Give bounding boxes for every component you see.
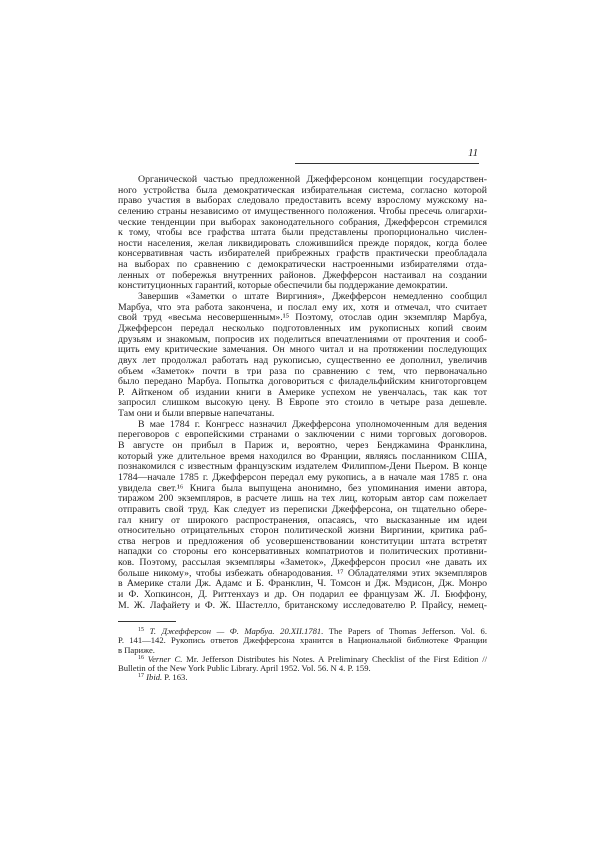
paragraph-line: больше никому», чтобы избежать обнародования. ¹⁷ Обладателями этих экземпляров bbox=[118, 567, 487, 579]
footnote-rule bbox=[118, 621, 176, 622]
footnote-author: Ibid. bbox=[146, 672, 163, 683]
paragraph-line: в Америке стали Дж. Адамс и Б. Франклин, Ч. Томсон и Дж. Мэдисон, Дж. Монро bbox=[118, 578, 487, 590]
paragraph-line: гал книгу от широкого распространения, опасаясь, что высказанные им идеи bbox=[118, 514, 487, 526]
paragraph-line: тиражом 200 экземпляров, в расчете лишь на тех лиц, которым автор сам пожелает bbox=[118, 493, 487, 505]
paragraph-line: запросил слишком высокую цену. В Европе это стоило в четыре раза дешевле. bbox=[118, 397, 487, 409]
footnote-text: Mr. Jefferson Distributes his Notes. A Preliminary Checklist of the First Edition // bbox=[182, 653, 487, 664]
paragraph-line: двух лет продолжал работать над рукописью, существенно ее дополнил, увеличив bbox=[118, 354, 487, 366]
paragraph-line: М. Ж. Лафайету и Ф. Ж. Шастелло, британскому исследователю Р. Прайсу, немец- bbox=[118, 599, 487, 611]
paragraph-line: и Ф. Хопкинсон, Д. Риттенхауз и др. Он подарил ее французам Ж. Л. Бюффону, bbox=[118, 588, 487, 600]
paragraph-line: селению страны независимо от имущественного положения. Чтобы пресечь олигархи- bbox=[118, 205, 487, 217]
footnote-line: Bulletin of the New York Public Library. April 1952. Vol. 56. N 4. P. 159. bbox=[118, 663, 371, 674]
paragraph-line: 1784—начале 1785 г. Джефферсон передал ему рукопись, а в начале мая 1785 г. она bbox=[118, 471, 487, 483]
paragraph-line: конституционных гарантий, которые обеспечили бы поддержание демократии. bbox=[118, 280, 448, 292]
paragraph-line: Там они и были впервые напечатаны. bbox=[118, 408, 275, 420]
footnote-line: в Париже. bbox=[118, 644, 155, 655]
paragraph-line: отправить свой труд. Как следует из переписки Джефферсона, он тщательно обере- bbox=[118, 503, 487, 515]
paragraph-line: ности населения, желая ликвидировать сложившийся прежде порядок, когда более bbox=[118, 237, 487, 249]
paragraph-line: В августе он прибыл в Париж и, вероятно, через Бенджамина Франклина, bbox=[118, 440, 487, 452]
paragraph-line: переговоров с европейскими странами о заключении с ними торговых договоров. bbox=[118, 429, 487, 441]
paragraph-line: право участия в выборах следовало предоставить всему взрослому мужскому на- bbox=[118, 195, 487, 207]
paragraph-line: Завершив «Заметки о штате Виргиния», Джефферсон немедленно сообщил bbox=[138, 291, 487, 303]
paragraph-line: на выборах по сравнению с демократически настроенными избирателями отда- bbox=[118, 259, 487, 271]
page-number: 11 bbox=[468, 147, 479, 159]
footnote-number: 15 bbox=[138, 627, 144, 633]
footnotes bbox=[118, 627, 487, 683]
paragraph-line: щить ему критические замечания. Он много читал и на протяжении последующих bbox=[118, 344, 487, 356]
paragraph-line: ного устройства была демократическая избирательная система, согласно которой bbox=[118, 184, 487, 196]
paragraph-line: увидела свет.¹⁶ Книга была выпущена анонимно, без упоминания имени автора, bbox=[118, 482, 487, 494]
paragraph-line: свой труд «весьма несовершенным».¹⁵ Поэтому, отослав один экземпляр Марбуа, bbox=[118, 312, 487, 324]
footnote-text: The Papers of Thomas Jefferson. Vol. 6. bbox=[323, 626, 487, 636]
paragraph-line: объем «Заметок» почти в три раза по сравнению с тем, что первоначально bbox=[118, 365, 487, 377]
paragraph-line: В мае 1784 г. Конгресс назначил Джефферсона уполномоченным для ведения bbox=[138, 418, 487, 430]
paragraph-line: нападки со стороны его консервативных компатриотов и политических противни- bbox=[118, 546, 487, 558]
footnote-author: Т. Джефферсон — Ф. Марбуа. 20.XII.1781. bbox=[149, 626, 324, 636]
paragraph-line: ленных от побережья внутренних районов. Джефферсон настаивал на создании bbox=[118, 269, 487, 281]
paragraph-line: который уже длительное время находился во Франции, являясь посланником США, bbox=[118, 450, 487, 462]
footnote-number: 16 bbox=[138, 654, 144, 661]
paragraph-line: консервативная часть избирателей прибрежных графств практически преобладала bbox=[118, 248, 487, 260]
paragraph-line: Марбуа, что эта работа закончена, и послал ему их, хотя и отмечал, что считает bbox=[118, 301, 487, 313]
body-text bbox=[118, 175, 487, 611]
paragraph-line: Р. Айткеном об издании книги в Америке успехом не увенчалась, так как тот bbox=[118, 386, 487, 398]
paragraph-line: познакомился с известным французским издателем Филиппом-Дени Пьером. В конце bbox=[118, 461, 487, 473]
paragraph-line: ства негров и предложения об усовершенствовании конституции штата встретят bbox=[118, 535, 487, 547]
footnote-author: Verner C. bbox=[147, 653, 183, 664]
paragraph-line: ческие тенденции при выборах законодательного собрания, Джефферсон стремился bbox=[118, 216, 487, 228]
footnote bbox=[118, 673, 487, 682]
paragraph-line: Джефферсон передал несколько подготовленных им рукописных копий своим bbox=[118, 322, 487, 334]
paragraph-line: Органической частью предложенной Джефферсоном концепции государствен- bbox=[138, 174, 487, 185]
paragraph-line: к тому, чтобы все графства штата были представлены пропорционально числен- bbox=[118, 227, 487, 239]
paragraph-line: относительно отрицательных сторон политической жизни Виргинии, критика раб- bbox=[118, 525, 487, 537]
paragraph-line: было передано Марбуа. Попытка договориться с филадельфийским книготорговцем bbox=[118, 376, 487, 388]
paragraph-line: друзьям и знакомым, попросив их поделиться впечатлениями от прочтения и сооб- bbox=[118, 333, 487, 345]
footnote-number: 17 bbox=[138, 673, 144, 680]
footnote-text: P. 163. bbox=[162, 672, 188, 683]
footnote-line: P. 141—142. Рукопись ответов Джефферсона хранится в Национальной библиотеке Франции bbox=[118, 635, 487, 646]
header-rule bbox=[295, 163, 479, 164]
paragraph-line: ков. Поэтому, рассылая экземпляры «Заметок», Джефферсон просил «не давать их bbox=[118, 557, 487, 569]
